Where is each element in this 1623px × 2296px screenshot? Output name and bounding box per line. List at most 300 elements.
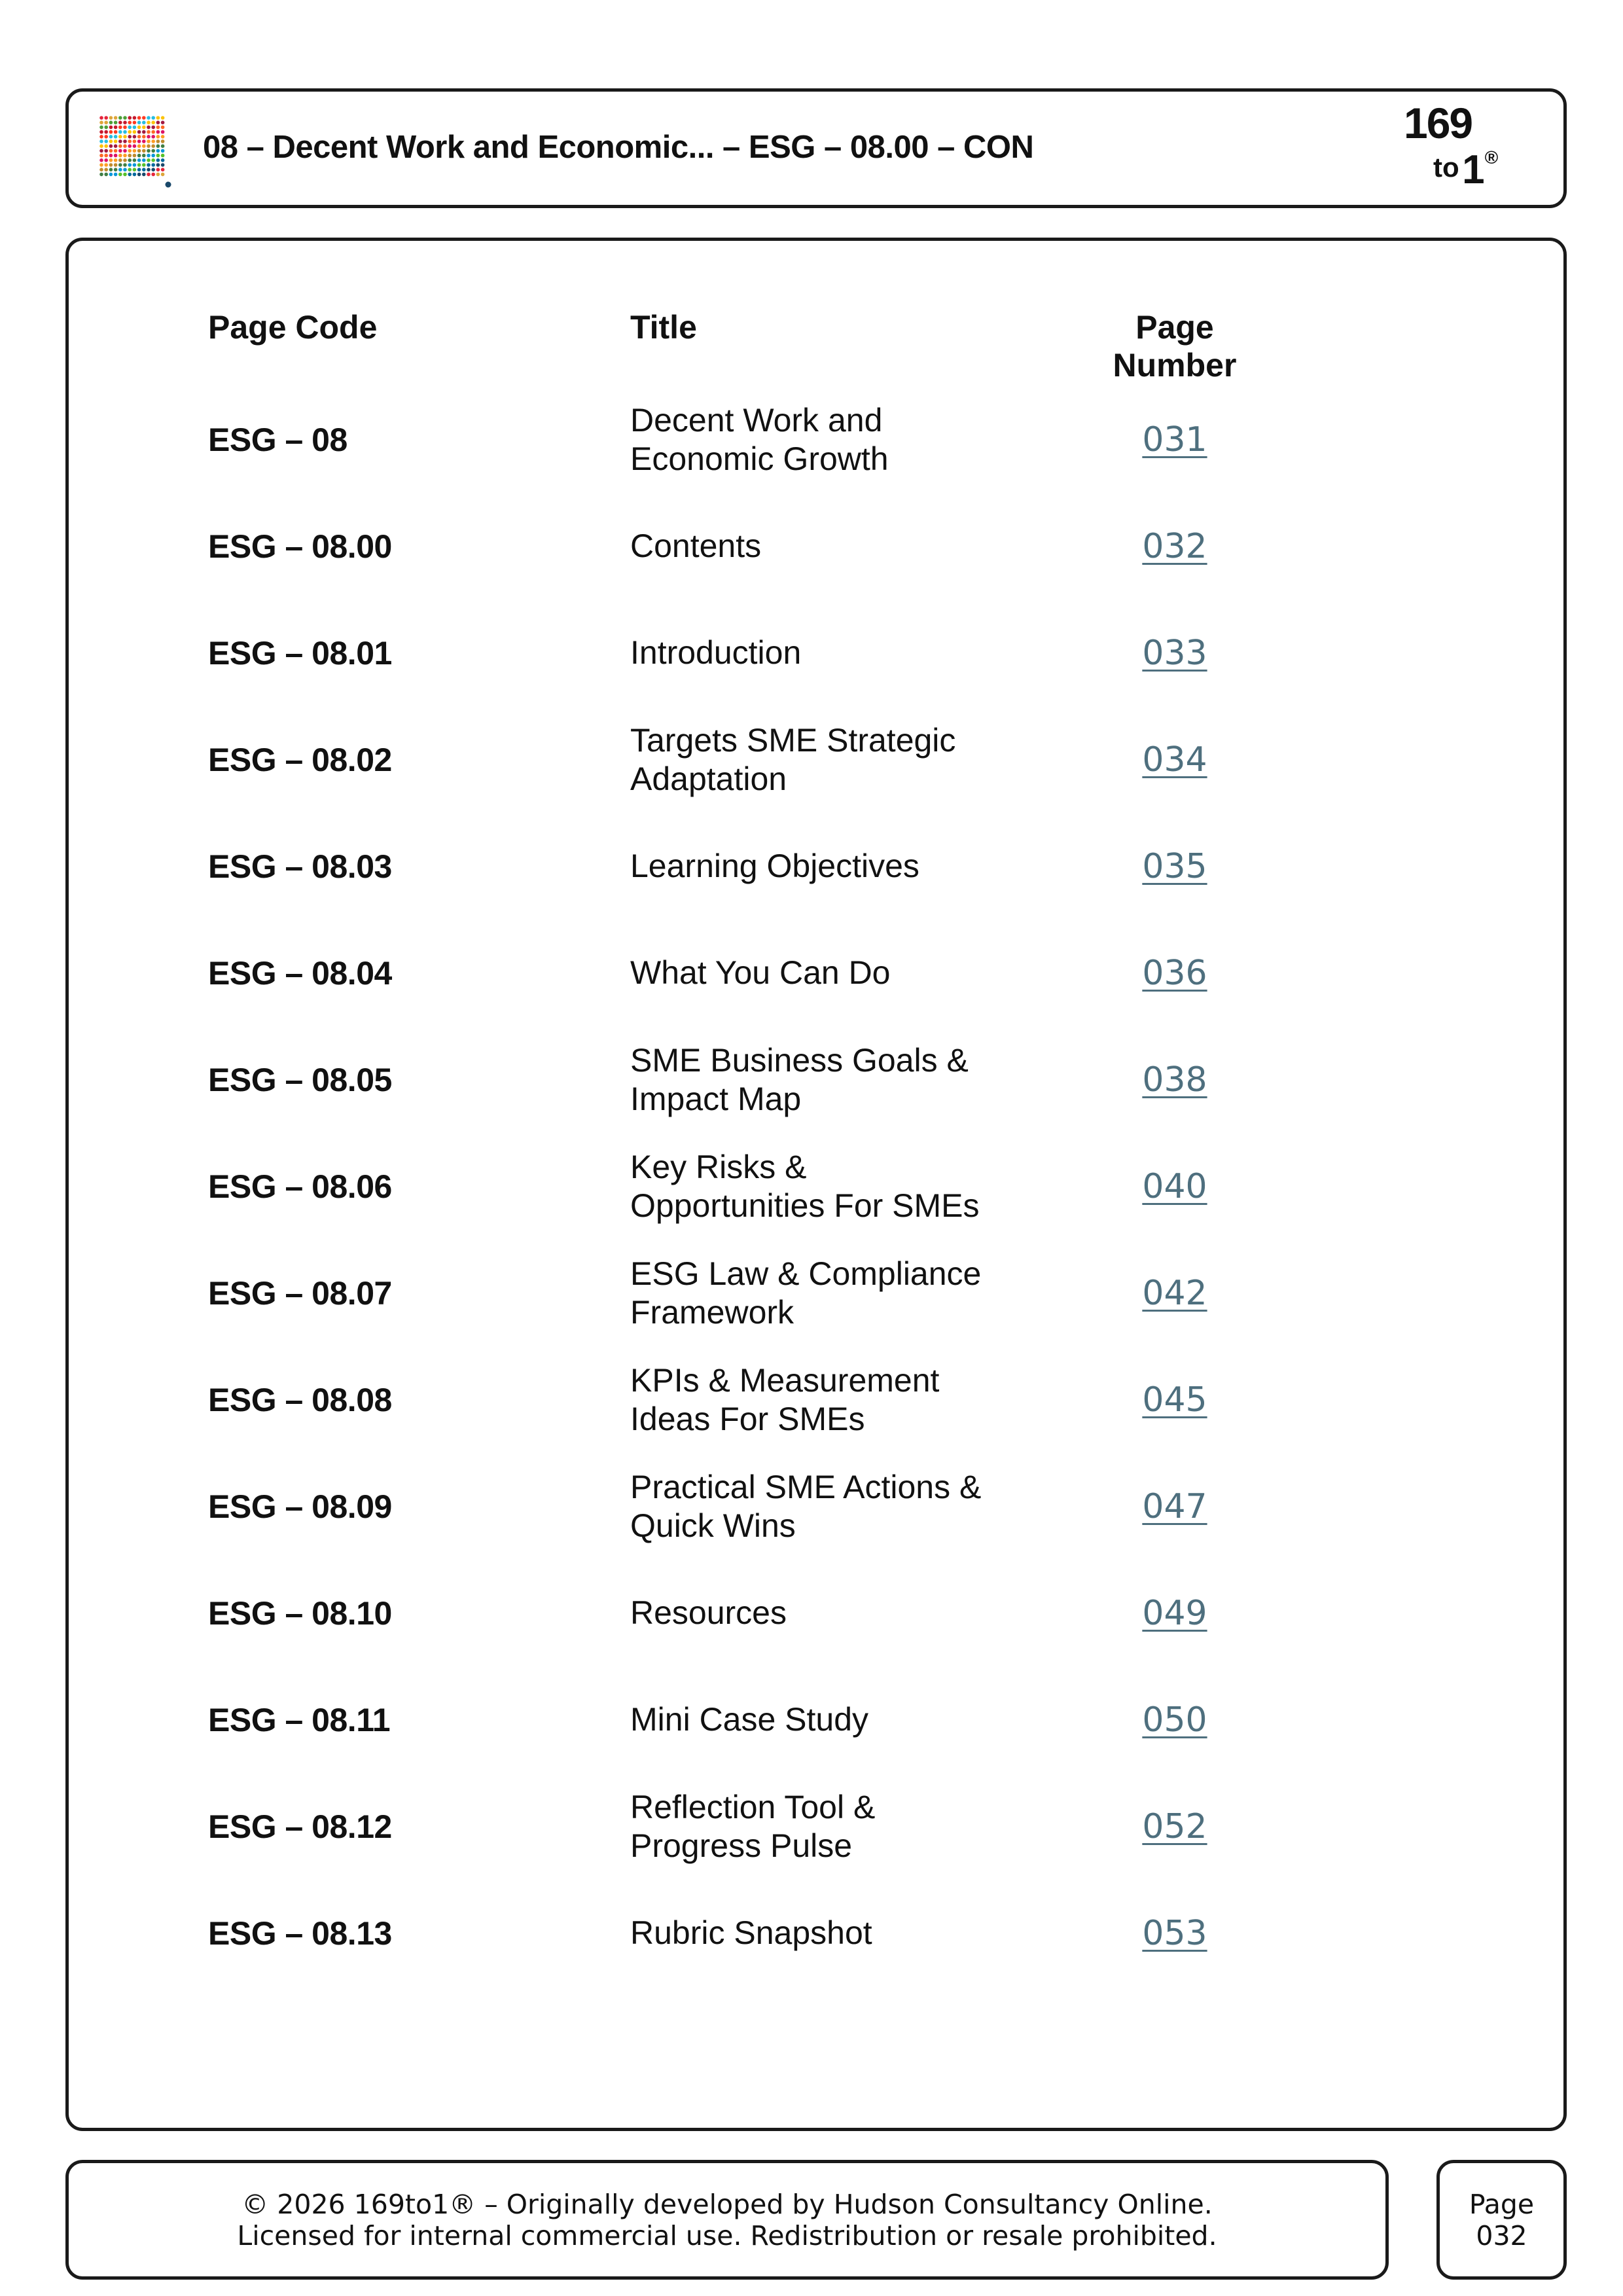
logo-dot	[123, 163, 127, 167]
page-number-cell	[1077, 386, 1273, 493]
title-cell	[630, 1346, 1088, 1453]
logo-dot	[156, 158, 160, 162]
title-line: Progress Pulse	[630, 1827, 853, 1864]
title-cell	[630, 600, 1088, 706]
logo-dot	[133, 144, 137, 148]
title-lines	[630, 1148, 980, 1225]
page-code-cell: ESG – 08	[208, 421, 348, 458]
title-lines	[630, 634, 801, 672]
logo-dot	[156, 173, 160, 177]
logo-dot	[99, 126, 103, 130]
logo-dot	[118, 139, 122, 143]
logo-dot	[161, 163, 165, 167]
page-number-cell	[1077, 1666, 1273, 1773]
page-code-cell: ESG – 08.00	[208, 528, 392, 565]
logo-dot	[123, 173, 127, 177]
logo-dot	[99, 116, 103, 120]
title-lines	[630, 401, 889, 478]
logo-dot	[128, 163, 132, 167]
title-cell	[630, 920, 1088, 1026]
logo-dot	[151, 149, 155, 153]
logo-dot	[156, 149, 160, 153]
page-number-cell	[1077, 1133, 1273, 1240]
logo-dot	[104, 135, 108, 139]
logo-dot	[137, 120, 141, 124]
logo-dot	[133, 116, 137, 120]
logo-dot	[109, 139, 113, 143]
logo-dot	[137, 139, 141, 143]
logo-dot	[133, 139, 137, 143]
title-cell	[630, 1880, 1088, 1986]
logo-dot	[147, 163, 151, 167]
logo-dot	[128, 158, 132, 162]
title-line: What You Can Do	[630, 954, 891, 991]
logo-dot	[118, 135, 122, 139]
logo-dot	[137, 144, 141, 148]
logo-dot	[118, 120, 122, 124]
logo-dot	[142, 173, 146, 177]
logo-dot	[128, 149, 132, 153]
logo-dot	[142, 135, 146, 139]
table-row	[69, 1560, 1563, 1666]
logo-dot	[142, 126, 146, 130]
page-link[interactable]: 036	[1142, 953, 1207, 993]
table-row	[69, 706, 1563, 813]
table-row	[69, 493, 1563, 600]
page-number-cell	[1077, 1773, 1273, 1880]
logo-dot	[137, 149, 141, 153]
table-row	[69, 386, 1563, 493]
title-line: KPIs & Measurement	[630, 1361, 940, 1399]
page-code-cell: ESG – 08.06	[208, 1168, 392, 1205]
page-code-cell: ESG – 08.13	[208, 1914, 392, 1952]
title-line: Quick Wins	[630, 1507, 796, 1544]
title-line: Ideas For SMEs	[630, 1400, 865, 1437]
logo-dot	[137, 168, 141, 171]
page-number-cell	[1077, 600, 1273, 706]
logo-dot	[104, 158, 108, 162]
logo-dot	[118, 168, 122, 171]
copyright-line: © 2026 169to1® – Originally developed by Hudson Consultancy Online.	[241, 2188, 1213, 2220]
title-line: Targets SME Strategic	[630, 721, 956, 759]
logo-dot	[128, 135, 132, 139]
logo-dot	[151, 139, 155, 143]
logo-dot	[156, 120, 160, 124]
logo-dot	[161, 144, 165, 148]
page-link[interactable]: 050	[1142, 1700, 1207, 1740]
logo-dot	[137, 130, 141, 134]
logo-dot	[128, 126, 132, 130]
page-number-text	[1440, 2163, 1563, 2276]
brand-one-text: 1	[1462, 147, 1485, 192]
page-link[interactable]: 052	[1142, 1806, 1207, 1846]
logo-dot	[156, 116, 160, 120]
logo-dot	[114, 158, 118, 162]
page-code-cell: ESG – 08.12	[208, 1808, 392, 1845]
logo-dot	[118, 116, 122, 120]
logo-dot	[142, 116, 146, 120]
logo-dot	[123, 126, 127, 130]
logo-dot	[118, 154, 122, 158]
logo-dot	[133, 154, 137, 158]
brand-suffix	[1433, 147, 1498, 193]
title-line: Adaptation	[630, 760, 787, 797]
logo-dot	[114, 154, 118, 158]
logo-dot	[133, 130, 137, 134]
logo-dot	[151, 168, 155, 171]
page-number-box	[1436, 2160, 1567, 2280]
page-number-cell	[1077, 493, 1273, 600]
logo-dot	[123, 135, 127, 139]
logo-dot	[156, 130, 160, 134]
logo-dot	[137, 154, 141, 158]
logo-dot	[133, 163, 137, 167]
table-row	[69, 1453, 1563, 1560]
table-row	[69, 1346, 1563, 1453]
table-row	[69, 600, 1563, 706]
logo-dot	[123, 120, 127, 124]
logo-dot	[104, 163, 108, 167]
logo-dot	[142, 154, 146, 158]
logo-dot	[118, 158, 122, 162]
logo-dot	[104, 130, 108, 134]
logo-dot	[156, 144, 160, 148]
page-link[interactable]: 035	[1142, 846, 1207, 886]
logo-dot	[151, 163, 155, 167]
page-link[interactable]: 040	[1142, 1166, 1207, 1206]
logo-dot	[104, 120, 108, 124]
logo-dot	[147, 130, 151, 134]
logo-dot-grid-icon	[99, 115, 172, 188]
logo-dot	[151, 135, 155, 139]
logo-dot	[156, 135, 160, 139]
page-number-cell	[1077, 1453, 1273, 1560]
title-line: ESG Law & Compliance	[630, 1255, 982, 1292]
title-line: Rubric Snapshot	[630, 1914, 872, 1951]
page-link[interactable]: 038	[1142, 1060, 1207, 1100]
logo-dot	[118, 130, 122, 134]
logo-dot	[147, 158, 151, 162]
logo-dot	[147, 173, 151, 177]
logo-dot	[147, 116, 151, 120]
page-number-cell	[1077, 1880, 1273, 1986]
logo-dot	[147, 126, 151, 130]
table-row	[69, 1026, 1563, 1133]
logo-dot	[151, 144, 155, 148]
logo-dot	[161, 158, 165, 162]
logo-dot	[133, 168, 137, 171]
logo-dot	[128, 120, 132, 124]
logo-dot	[123, 139, 127, 143]
page-link[interactable]: 053	[1142, 1913, 1207, 1953]
page-number-cell	[1077, 1346, 1273, 1453]
logo-dot	[142, 149, 146, 153]
table-row	[69, 920, 1563, 1026]
logo-dot	[147, 154, 151, 158]
logo-dot	[123, 130, 127, 134]
logo-dot	[128, 139, 132, 143]
brand-number: 169	[1404, 99, 1472, 147]
title-cell	[630, 1453, 1088, 1560]
title-line: Contents	[630, 528, 762, 564]
logo-dot	[147, 144, 151, 148]
logo-dot	[156, 163, 160, 167]
logo-dot	[137, 173, 141, 177]
logo-dot	[142, 168, 146, 171]
column-header-title: Title	[630, 309, 697, 346]
logo-dot	[104, 168, 108, 171]
logo-dot	[118, 144, 122, 148]
logo-dot	[161, 173, 165, 177]
logo-dot	[133, 173, 137, 177]
title-line: Economic Growth	[630, 440, 889, 477]
logo-dot	[137, 158, 141, 162]
logo-dot	[99, 154, 103, 158]
license-line: Licensed for internal commercial use. Redistribution or resale prohibited.	[237, 2219, 1217, 2251]
logo-dot	[114, 173, 118, 177]
table-row	[69, 1240, 1563, 1346]
logo-dot	[109, 154, 113, 158]
logo-dot	[123, 168, 127, 171]
logo-dot	[156, 139, 160, 143]
logo-dot	[109, 144, 113, 148]
logo-dot	[161, 154, 165, 158]
title-lines	[630, 721, 955, 798]
title-cell	[630, 813, 1088, 920]
page-code-cell: ESG – 08.08	[208, 1381, 392, 1418]
logo-dot	[151, 126, 155, 130]
logo-dot	[142, 139, 146, 143]
logo-dot	[151, 116, 155, 120]
registered-mark: ®	[1484, 147, 1499, 168]
logo-dot	[147, 168, 151, 171]
title-lines	[630, 1255, 981, 1332]
page-number-cell	[1077, 1560, 1273, 1666]
logo-dot	[104, 116, 108, 120]
brand-to-text: to	[1433, 152, 1459, 183]
logo-dot	[99, 130, 103, 134]
logo-dot	[161, 149, 165, 153]
logo-dot	[99, 144, 103, 148]
page-link[interactable]: 042	[1142, 1273, 1207, 1313]
title-lines	[630, 527, 761, 565]
title-line: Decent Work and	[630, 401, 883, 439]
logo-dot	[109, 173, 113, 177]
logo-dot	[114, 149, 118, 153]
logo-dot	[109, 126, 113, 130]
logo-dot	[128, 130, 132, 134]
title-line: Key Risks &	[630, 1148, 807, 1185]
logo-dot	[156, 168, 160, 171]
page-number-cell	[1077, 920, 1273, 1026]
column-header-page-code: Page Code	[208, 309, 378, 346]
logo-dot	[109, 130, 113, 134]
logo-dot	[161, 120, 165, 124]
logo-dot	[114, 130, 118, 134]
title-cell	[630, 1666, 1088, 1773]
document-header	[65, 88, 1567, 208]
table-row	[69, 813, 1563, 920]
page-number-cell	[1077, 1240, 1273, 1346]
logo-dot	[118, 173, 122, 177]
logo-dot	[161, 126, 165, 130]
logo-dot	[99, 163, 103, 167]
title-line: Mini Case Study	[630, 1701, 869, 1738]
logo-dot	[161, 116, 165, 120]
logo-dot	[109, 158, 113, 162]
title-lines	[630, 1594, 787, 1632]
logo-dot	[147, 135, 151, 139]
logo-dot	[104, 144, 108, 148]
table-row	[69, 1666, 1563, 1773]
logo-dot	[128, 116, 132, 120]
logo-dot	[109, 163, 113, 167]
logo-dot	[99, 158, 103, 162]
page-number-cell	[1077, 1026, 1273, 1133]
logo-dot	[114, 139, 118, 143]
logo-dot	[133, 135, 137, 139]
title-line: Practical SME Actions &	[630, 1468, 982, 1505]
title-cell	[630, 706, 1088, 813]
logo-dot	[104, 149, 108, 153]
page-code-cell: ESG – 08.04	[208, 954, 392, 992]
logo-dot	[123, 144, 127, 148]
title-cell	[630, 1133, 1088, 1240]
title-lines	[630, 1468, 981, 1545]
logo-dot	[161, 135, 165, 139]
logo-dot	[133, 120, 137, 124]
contents-panel	[65, 238, 1567, 2131]
logo-dot	[123, 154, 127, 158]
title-lines	[630, 1361, 939, 1439]
logo-dot	[156, 154, 160, 158]
logo-dot	[128, 144, 132, 148]
logo-dot	[133, 126, 137, 130]
title-lines	[630, 1041, 969, 1119]
logo-dot	[151, 120, 155, 124]
page-number: 032	[1476, 2219, 1527, 2251]
title-cell	[630, 1026, 1088, 1133]
logo-dot	[161, 139, 165, 143]
page-label: Page	[1469, 2188, 1535, 2220]
page-code-cell: ESG – 08.05	[208, 1061, 392, 1098]
title-line: SME Business Goals &	[630, 1041, 969, 1079]
table-row	[69, 1773, 1563, 1880]
logo-dot	[151, 158, 155, 162]
title-lines	[630, 1914, 872, 1952]
logo-dot	[104, 126, 108, 130]
logo-dot	[151, 130, 155, 134]
page-link[interactable]: 032	[1142, 526, 1207, 566]
logo-dot	[137, 163, 141, 167]
logo-dot	[109, 116, 113, 120]
logo-dot	[123, 149, 127, 153]
logo-dot	[128, 168, 132, 171]
page-code-cell: ESG – 08.07	[208, 1274, 392, 1312]
title-line: Opportunities For SMEs	[630, 1187, 980, 1224]
logo-dot	[137, 135, 141, 139]
logo-dot	[137, 126, 141, 130]
page-code-cell: ESG – 08.10	[208, 1594, 392, 1632]
table-row	[69, 1133, 1563, 1240]
title-cell	[630, 1773, 1088, 1880]
logo-dot	[142, 163, 146, 167]
logo-dot	[99, 139, 103, 143]
title-line: Reflection Tool &	[630, 1788, 876, 1825]
logo-dot	[109, 168, 113, 171]
logo-dot	[104, 154, 108, 158]
logo-dot	[114, 144, 118, 148]
logo-dot	[118, 163, 122, 167]
title-cell	[630, 493, 1088, 600]
footer-text	[69, 2163, 1385, 2276]
page-link[interactable]: 047	[1142, 1486, 1207, 1526]
title-line: Resources	[630, 1594, 787, 1631]
title-line: Introduction	[630, 634, 802, 671]
logo-dot	[109, 135, 113, 139]
page-link[interactable]: 034	[1142, 740, 1207, 780]
logo-dot	[147, 139, 151, 143]
logo-dot	[114, 116, 118, 120]
title-lines	[630, 847, 919, 886]
logo-dot	[128, 154, 132, 158]
title-lines	[630, 954, 891, 992]
title-lines	[630, 1700, 868, 1739]
logo-dot	[118, 149, 122, 153]
column-header-page-number: Page Number	[1113, 309, 1237, 384]
page-link[interactable]: 049	[1142, 1593, 1207, 1633]
page-link[interactable]: 031	[1142, 420, 1207, 459]
logo-dot	[123, 116, 127, 120]
logo-dot	[114, 168, 118, 171]
logo-dot	[99, 120, 103, 124]
logo-dot	[142, 120, 146, 124]
logo-accent-dot	[166, 182, 171, 188]
title-cell	[630, 386, 1088, 493]
logo-dot	[161, 130, 165, 134]
page-code-cell: ESG – 08.02	[208, 741, 392, 778]
logo-dot	[123, 158, 127, 162]
logo-dot	[99, 149, 103, 153]
logo-dot	[109, 120, 113, 124]
page-code-cell: ESG – 08.03	[208, 848, 392, 885]
page-number-cell	[1077, 813, 1273, 920]
title-cell	[630, 1240, 1088, 1346]
logo-dot	[151, 154, 155, 158]
page-link[interactable]: 045	[1142, 1380, 1207, 1420]
page-link[interactable]: 033	[1142, 633, 1207, 673]
page-code-cell: ESG – 08.01	[208, 634, 392, 672]
logo-dot	[151, 173, 155, 177]
logo-dot	[104, 139, 108, 143]
logo-dot	[114, 135, 118, 139]
logo-dot	[104, 173, 108, 177]
logo-dot	[142, 130, 146, 134]
document-title: 08 – Decent Work and Economic... – ESG – 08.00 – CON	[203, 130, 1034, 165]
logo-dot	[133, 149, 137, 153]
logo-dot	[99, 135, 103, 139]
logo-dot	[161, 168, 165, 171]
logo-dot	[114, 126, 118, 130]
logo-dot	[99, 168, 103, 171]
table-row	[69, 1880, 1563, 1986]
title-line: Impact Map	[630, 1080, 802, 1117]
logo-dot	[128, 173, 132, 177]
logo-dot	[147, 120, 151, 124]
title-lines	[630, 1788, 875, 1865]
logo-dot	[142, 144, 146, 148]
logo-dot	[142, 158, 146, 162]
